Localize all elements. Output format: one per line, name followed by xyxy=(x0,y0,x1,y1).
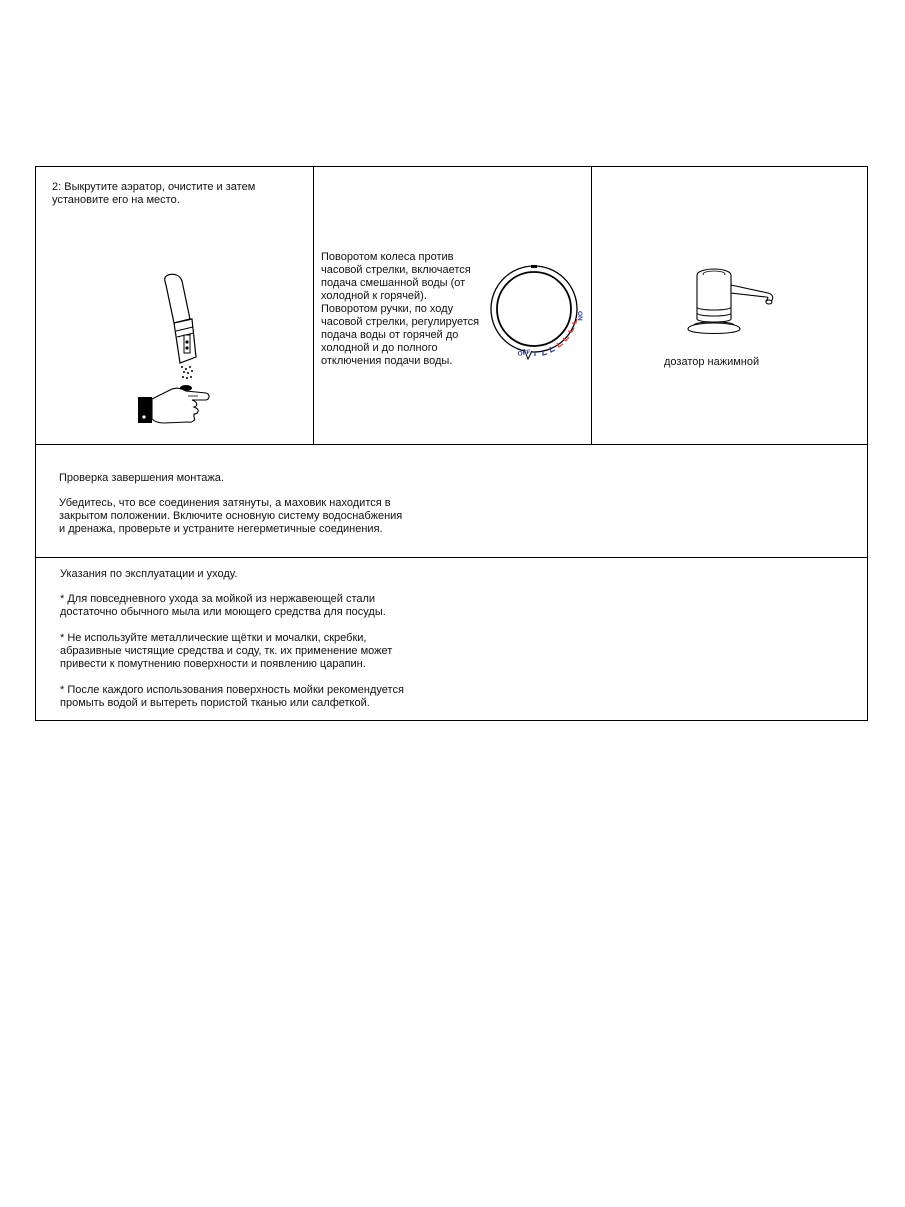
on-label: ON xyxy=(576,311,583,321)
care-item-2: * Не используйте металлические щётки и мочалки, скребки, абразивные чистящие средства и соду, тк. их применение может привести к помутнению поверхности и появлению царапин. xyxy=(60,632,393,670)
care-item-3: * После каждого использования поверхность мойки рекомендуется промыть водой и вытереть пористой тканью или салфеткой. xyxy=(60,684,404,709)
soap-dispenser-illustration xyxy=(686,267,786,339)
installation-check-body: Убедитесь, что все соединения затянуты, а маховик находится в закрытом положении. Включите основную систему водоснабжения и дренажа, проверьте и устраните негерметичные соединения. xyxy=(59,497,403,535)
aerator-instruction-text: 2: Выкрутите аэратор, очистите и затем установите его на место. xyxy=(52,181,256,206)
illustration-row xyxy=(36,167,867,445)
instruction-table xyxy=(35,166,868,721)
aerator-illustration xyxy=(124,271,214,431)
care-title: Указания по эксплуатации и уходу. xyxy=(60,568,238,580)
dispenser-cell xyxy=(592,167,868,444)
handle-wheel-diagram xyxy=(488,263,588,363)
care-item-1: * Для повседневного ухода за мойкой из нержавеющей стали достаточно обычного мыла или моющего средства для посуды. xyxy=(60,593,386,618)
installation-check-title: Проверка завершения монтажа. xyxy=(59,472,224,484)
aerator-cell xyxy=(36,167,314,444)
installation-check-section xyxy=(36,445,867,558)
handle-rotation-text: Поворотом колеса против часовой стрелки, включается подача смешанной воды (от холодной к горячей). Поворотом ручки, по ходу часовой стрелки, регулируется подача воды от горячей до холодной и до полного отключения подачи воды. xyxy=(321,251,480,367)
off-label: OFF xyxy=(517,348,532,358)
dispenser-caption: дозатор нажимной xyxy=(664,356,760,368)
handle-rotation-cell xyxy=(314,167,592,444)
care-instructions-section xyxy=(36,558,867,721)
